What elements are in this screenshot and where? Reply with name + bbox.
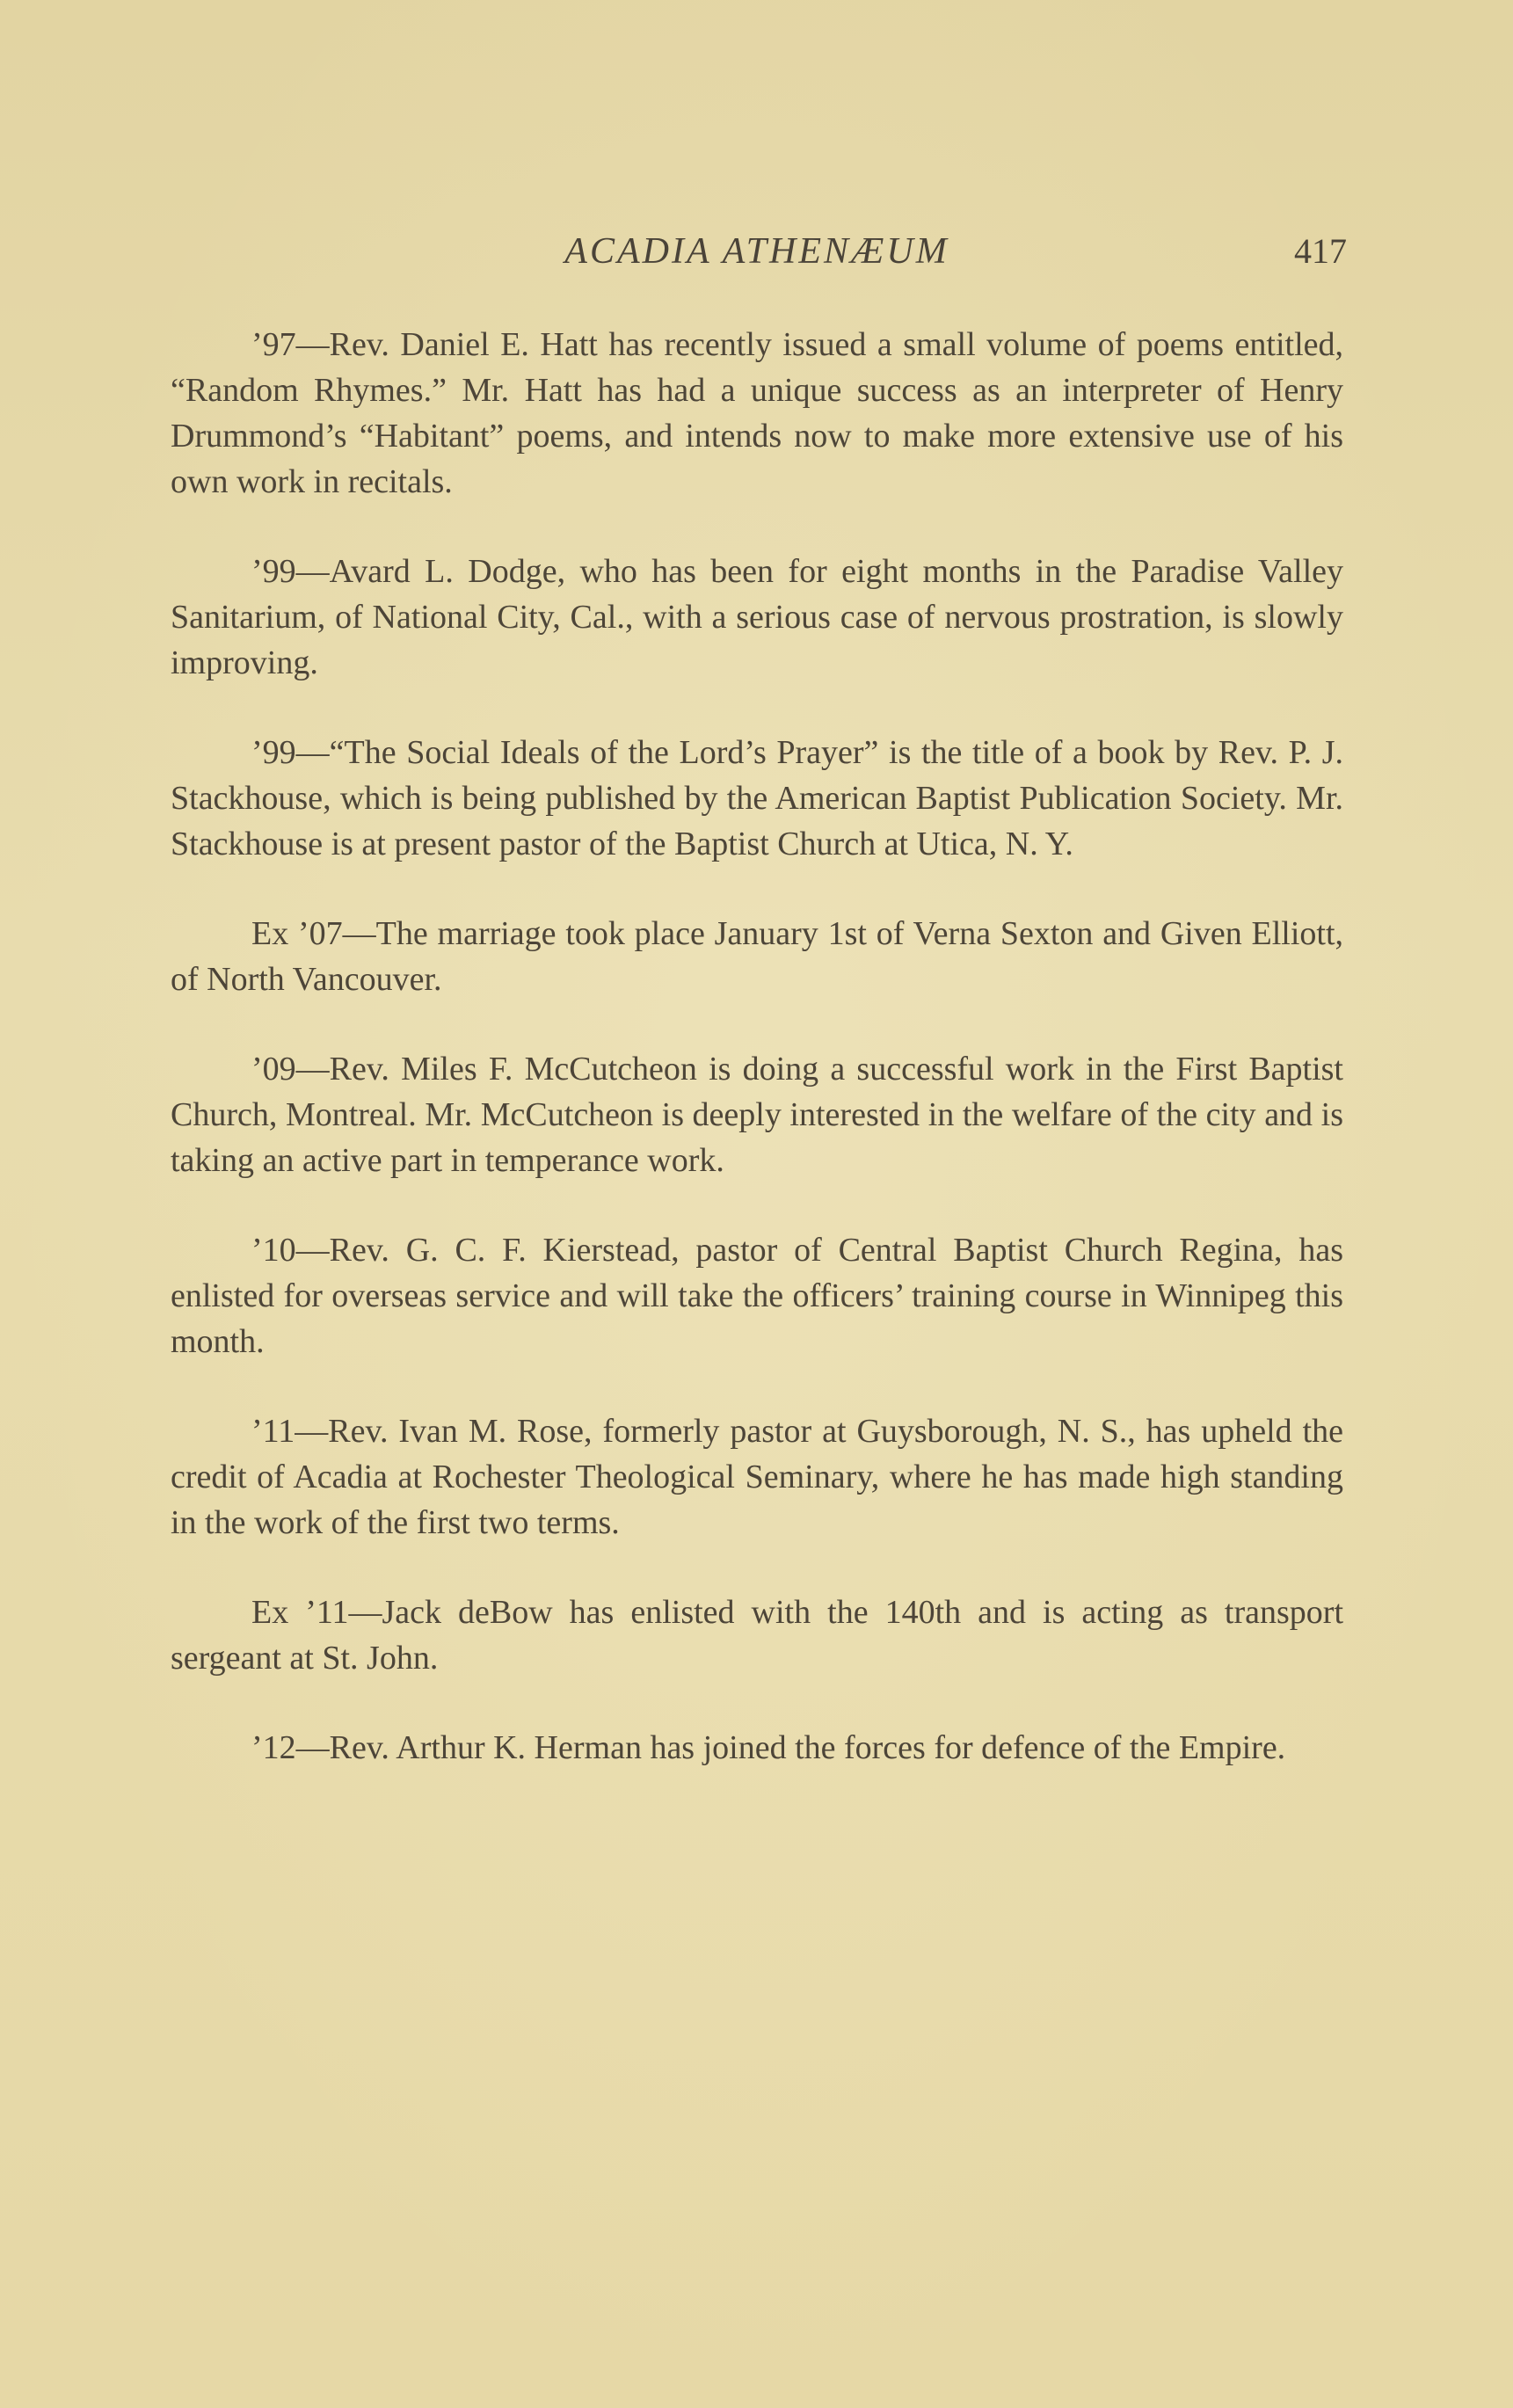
alumni-note-1910-kierstead: ’10—Rev. G. C. F. Kierstead, pastor of Central Baptist Church Regina, has enlisted for overseas service and will take the officers’ training course in Winnipeg this month. — [171, 1232, 1343, 1360]
alumni-note-1911-rose: ’11—Rev. Ivan M. Rose, formerly pastor at Guysborough, N. S., has upheld the credit of Acadia at Rochester Theological Seminary, where he has made high standing in the work of the first two terms. — [171, 1413, 1343, 1541]
running-head — [167, 230, 1347, 292]
page-number: 417 — [1294, 231, 1347, 271]
alumni-note-ex1907-sexton-elliott: Ex ’07—The marriage took place January 1st of Verna Sexton and Given Elliott, of North Vancouver. — [171, 915, 1343, 998]
alumni-note-1912-herman: ’12—Rev. Arthur K. Herman has joined the forces for defence of the Empire. — [251, 1729, 1286, 1766]
alumni-note-1897-hatt: ’97—Rev. Daniel E. Hatt has recently issued a small volume of poems entitled, “Random Rhymes.” Mr. Hatt has had a unique success as an interpreter of Henry Drummond’s “Habitant” poems, and intends now to make more extensive use of his own work in recitals. — [171, 326, 1343, 500]
alumni-note-1899-stackhouse: ’99—“The Social Ideals of the Lord’s Prayer” is the title of a book by Rev. P. J. Stackhouse, which is being published by the American Baptist Publication Society. Mr. Stackhouse is at present pastor of the Baptist Church at Utica, N. Y. — [171, 734, 1343, 862]
alumni-note-1909-mccutcheon: ’09—Rev. Miles F. McCutcheon is doing a successful work in the First Baptist Church, Montreal. Mr. McCutcheon is deeply interested in the welfare of the city and is taking an active part in temperance work. — [171, 1051, 1343, 1179]
page-body — [171, 322, 1343, 1815]
running-title: ACADIA ATHENÆUM — [564, 231, 949, 272]
alumni-note-ex1911-debow: Ex ’11—Jack deBow has enlisted with the 140th and is acting as transport sergeant at St. John. — [171, 1594, 1343, 1677]
alumni-note-1899-dodge: ’99—Avard L. Dodge, who has been for eight months in the Paradise Valley Sanitarium, of National City, Cal., with a serious case of nervous prostration, is slowly improving. — [171, 553, 1343, 681]
